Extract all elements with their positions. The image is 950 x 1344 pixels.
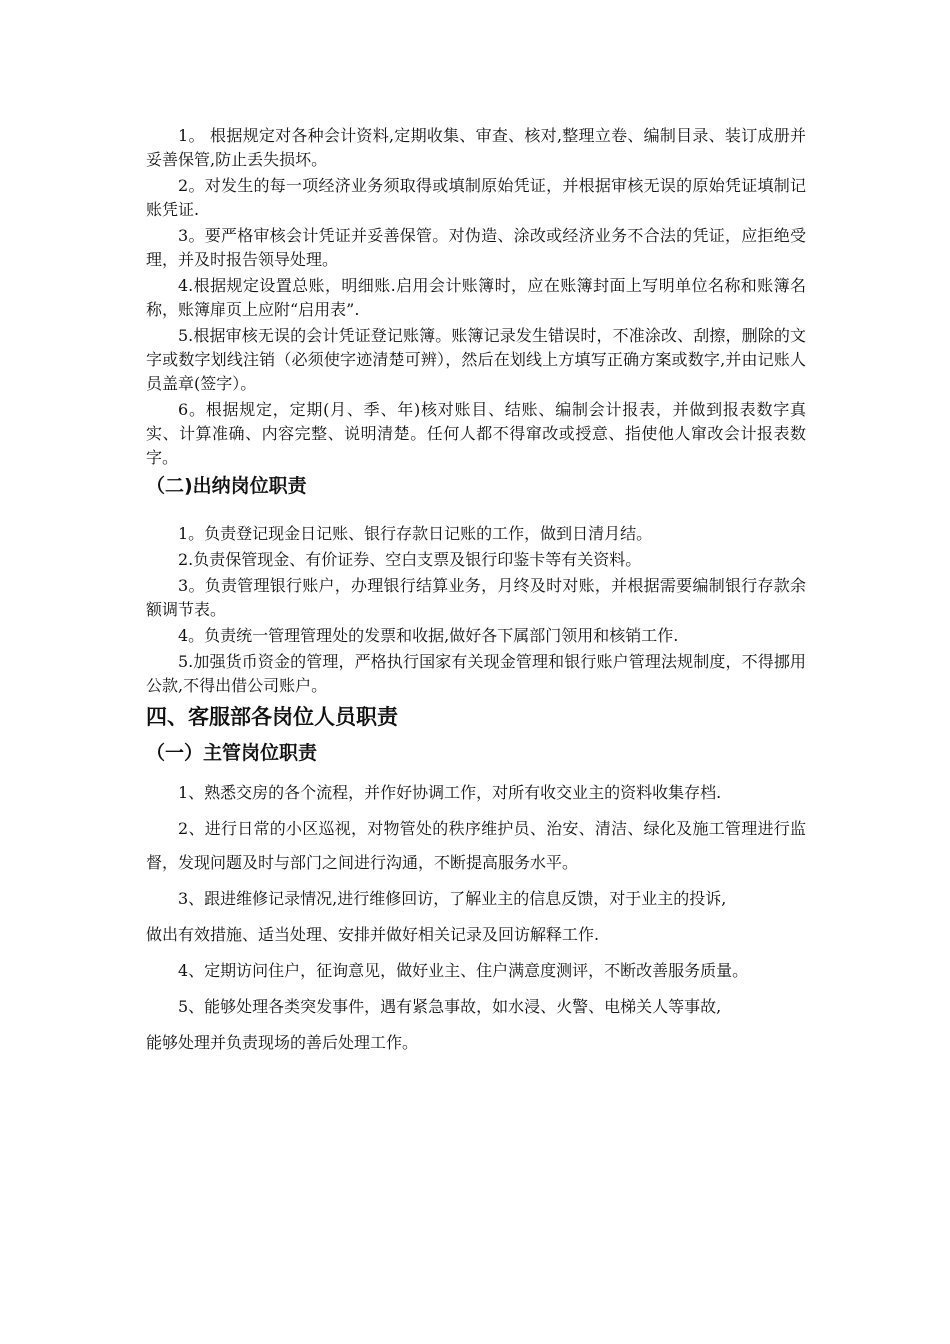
cashier-heading: （二)出纳岗位职责 <box>146 475 307 497</box>
accounting-item-2: 2。对发生的每一项经济业务须取得或填制原始凭证，并根据审核无误的原始凭证填制记账凭证. <box>146 176 806 219</box>
accounting-item-6: 6。根据规定，定期(月、季、年)核对账目、结账、编制会计报表，并做到报表数字真实、计算准确、内容完整、说明清楚。任何人都不得窜改或授意、指使他人窜改会计报表数字。 <box>146 400 806 467</box>
accounting-item-1: 1。 根据规定对各种会计资料,定期收集、审查、核对,整理立卷、编制目录、装订成册并妥善保管,防止丢失损坏。 <box>146 126 806 169</box>
cashier-item-4: 4。负责统一管理管理处的发票和收据,做好各下属部门领用和核销工作. <box>178 626 679 645</box>
cashier-item-3: 3。负责管理银行账户，办理银行结算业务，月终及时对账，并根据需要编制银行存款余额调节表。 <box>146 576 806 619</box>
supervisor-item-1: 1、熟悉交房的各个流程，并作好协调工作，对所有收交业主的资料收集存档. <box>178 783 722 802</box>
accounting-item-5: 5.根据审核无误的会计凭证登记账簿。账簿记录发生错误时，不准涂改、刮擦，删除的文字或数字划线注销（必须使字迹清楚可辨），然后在划线上方填写正确方案或数字,并由记账人员盖章(签字）。 <box>146 326 806 393</box>
supervisor-item-5-cont: 能够处理并负责现场的善后处理工作。 <box>146 1033 419 1052</box>
supervisor-item-2: 2、进行日常的小区巡视，对物管处的秩序维护员、治安、清洁、绿化及施工管理进行监督，发现问题及时与部门之间进行沟通，不断提高服务水平。 <box>146 819 806 872</box>
document-body <box>146 124 806 1062</box>
supervisor-heading: （一）主管岗位职责 <box>146 742 318 764</box>
accounting-item-3: 3。要严格审核会计凭证并妥善保管。对伪造、涂改或经济业务不合法的凭证，应拒绝受理，并及时报告领导处理。 <box>146 226 806 269</box>
accounting-item-4: 4.根据规定设置总账，明细账.启用会计账簿时，应在账簿封面上写明单位名称和账簿名称，账簿扉页上应附“启用表”. <box>146 276 806 319</box>
service-section-heading: 四、客服部各岗位人员职责 <box>146 705 398 729</box>
supervisor-item-3: 3、跟进维修记录情况,进行维修回访，了解业主的信息反馈，对于业主的投诉, <box>178 889 727 908</box>
cashier-item-2: 2.负责保管现金、有价证券、空白支票及银行印鉴卡等有关资料。 <box>178 550 642 569</box>
cashier-item-1: 1。负责登记现金日记账、银行存款日记账的工作，做到日清月结。 <box>178 524 653 543</box>
supervisor-item-5: 5、能够处理各类突发事件，遇有紧急事故，如水浸、火警、电梯关人等事故, <box>178 997 722 1016</box>
supervisor-item-4: 4、定期访问住户，征询意见，做好业主、住户满意度测评，不断改善服务质量。 <box>178 961 749 980</box>
supervisor-item-3-cont: 做出有效措施、适当处理、安排并做好相关记录及回访解释工作. <box>146 925 600 944</box>
cashier-item-5: 5.加强货币资金的管理，严格执行国家有关现金管理和银行账户管理法规制度，不得挪用公款,不得出借公司账户。 <box>146 652 806 695</box>
